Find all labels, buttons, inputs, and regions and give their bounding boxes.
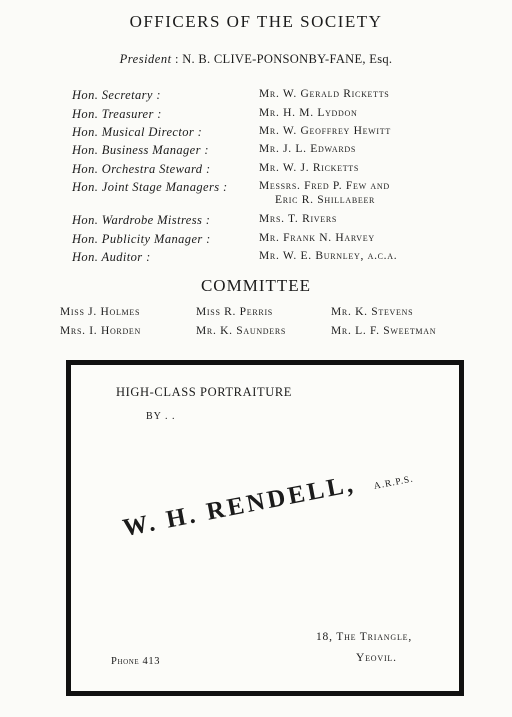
officer-role: Hon. Joint Stage Managers : [72, 180, 228, 194]
committee-title: COMMITTEE [200, 276, 312, 295]
page-title: OFFICERS OF THE SOCIETY [129, 12, 383, 31]
president-colon: : [171, 52, 183, 66]
advertisement-box [66, 360, 464, 696]
officer-role: Hon. Secretary : [72, 88, 161, 102]
committee-member: Mr. K. Saunders [196, 325, 287, 337]
advert-qualifications: A.R.P.S. [373, 474, 415, 492]
president-name: N. B. CLIVE-PONSONBY-FANE, Esq. [182, 52, 393, 66]
officer-name: Mr. W. Geoffrey Hewitt [259, 125, 391, 137]
committee-member: Miss R. Perris [196, 306, 273, 318]
officer-name: Mr. Frank N. Harvey [259, 232, 375, 244]
officer-name: Mr. H. M. Lyddon [259, 107, 358, 119]
officer-role: Hon. Publicity Manager : [72, 232, 211, 246]
officer-name: Mr. W. J. Ricketts [259, 162, 360, 174]
officer-name: Mr. J. L. Edwards [259, 143, 357, 155]
advert-heading: HIGH-CLASS PORTRAITURE [116, 385, 292, 399]
officer-role: Hon. Auditor : [72, 250, 151, 264]
committee-member: Mr. L. F. Sweetman [331, 325, 437, 337]
officer-name: Mrs. T. Rivers [259, 213, 338, 225]
officer-name-continued: Eric R. Shillabeer [275, 194, 376, 206]
president-line [0, 52, 512, 67]
officer-name: Messrs. Fred P. Few and [259, 180, 390, 192]
advert-phone: Phone 413 [111, 656, 161, 667]
officer-role: Hon. Musical Director : [72, 125, 203, 139]
advert-by: BY . . [146, 411, 176, 422]
officer-name: Mr. W. E. Burnley, a.c.a. [259, 250, 398, 262]
officer-role: Hon. Treasurer : [72, 107, 162, 121]
officer-role: Hon. Wardrobe Mistress : [72, 213, 211, 227]
committee-member: Miss J. Holmes [60, 306, 141, 318]
president-role: President [119, 52, 172, 66]
advert-address-line1: 18, The Triangle, [316, 631, 413, 643]
advert-address-line2: Yeovil. [356, 652, 397, 664]
advert-photographer-name: W. H. RENDELL, [120, 470, 358, 543]
committee-member: Mr. K. Stevens [331, 306, 414, 318]
officer-role: Hon. Orchestra Steward : [72, 162, 211, 176]
committee-member: Mrs. I. Horden [60, 325, 141, 337]
officer-role: Hon. Business Manager : [72, 143, 209, 157]
officer-name: Mr. W. Gerald Ricketts [259, 88, 390, 100]
